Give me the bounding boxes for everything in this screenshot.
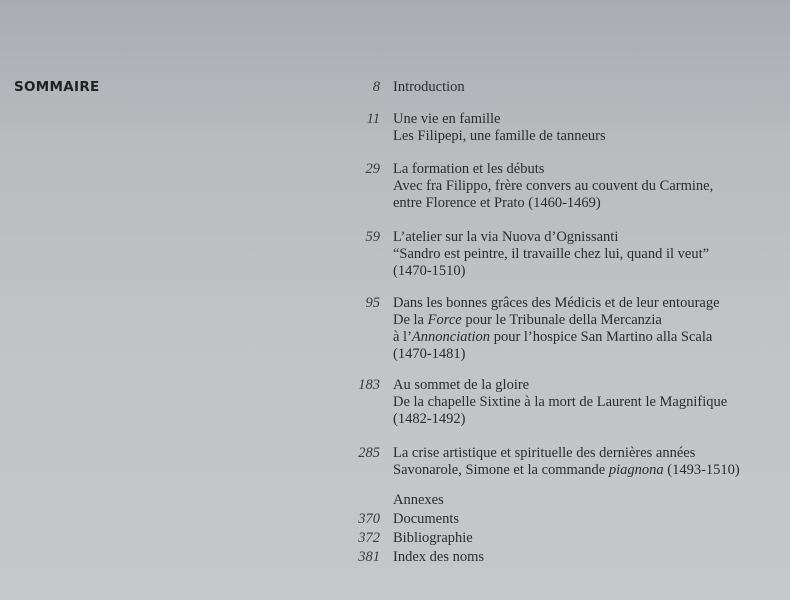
entry-page-number: 95: [365, 295, 380, 311]
annexes-title: Annexes: [393, 492, 444, 508]
entry-subtitle: “Sandro est peintre, il travaille chez lui, quand il veut”: [393, 246, 710, 262]
toc-heading: SOMMAIRE: [14, 79, 100, 95]
entry-subtitle: (1470-1510): [393, 263, 466, 279]
entry-title: La formation et les débuts: [393, 161, 545, 177]
annex-page-number: 370: [358, 511, 380, 527]
entry-title: La crise artistique et spirituelle des dernières années: [393, 445, 696, 461]
entry-subtitle: (1470-1481): [393, 346, 466, 362]
entry-subtitle: à l’Annonciation pour l’hospice San Martino alla Scala: [393, 329, 713, 345]
entry-page-number: 29: [365, 161, 380, 177]
entry-page-number: 11: [366, 111, 380, 127]
entry-page-number: 59: [365, 229, 380, 245]
entry-subtitle: Savonarole, Simone et la commande piagnona (1493-1510): [393, 462, 740, 478]
annex-label: Documents: [393, 511, 460, 527]
entry-subtitle: entre Florence et Prato (1460-1469): [393, 195, 601, 211]
annex-item: [0, 530, 790, 549]
annex-item: [0, 549, 790, 568]
entry-subtitle: De la chapelle Sixtine à la mort de Laurent le Magnifique: [393, 394, 728, 410]
italic-title-word: Annonciation: [411, 329, 491, 345]
entry-subtitle: (1482-1492): [393, 411, 466, 427]
entry-title: L’atelier sur la via Nuova d’Ognissanti: [393, 229, 619, 245]
entry-page-number: 183: [358, 377, 380, 393]
entry-subtitle: Les Filipepi, une famille de tanneurs: [393, 128, 606, 144]
entry-title: Une vie en famille: [393, 111, 501, 127]
annex-page-number: 372: [358, 530, 380, 546]
entry-title: Dans les bonnes grâces des Médicis et de leur entourage: [393, 295, 720, 311]
annex-label: Index des noms: [393, 549, 485, 565]
annex-item: [0, 511, 790, 530]
entry-subtitle: Avec fra Filippo, frère convers au couvent du Carmine,: [393, 178, 714, 194]
entry-subtitle: De la Force pour le Tribunale della Mercanzia: [393, 312, 662, 328]
entry-title: Introduction: [393, 79, 465, 95]
italic-title-word: piagnona: [608, 462, 664, 478]
entry-title: Au sommet de la gloire: [393, 377, 530, 393]
annex-page-number: 381: [358, 549, 380, 565]
entry-page-number: 285: [358, 445, 380, 461]
entry-page-number: 8: [372, 79, 380, 95]
annex-label: Bibliographie: [393, 530, 473, 546]
italic-title-word: Force: [427, 312, 462, 328]
